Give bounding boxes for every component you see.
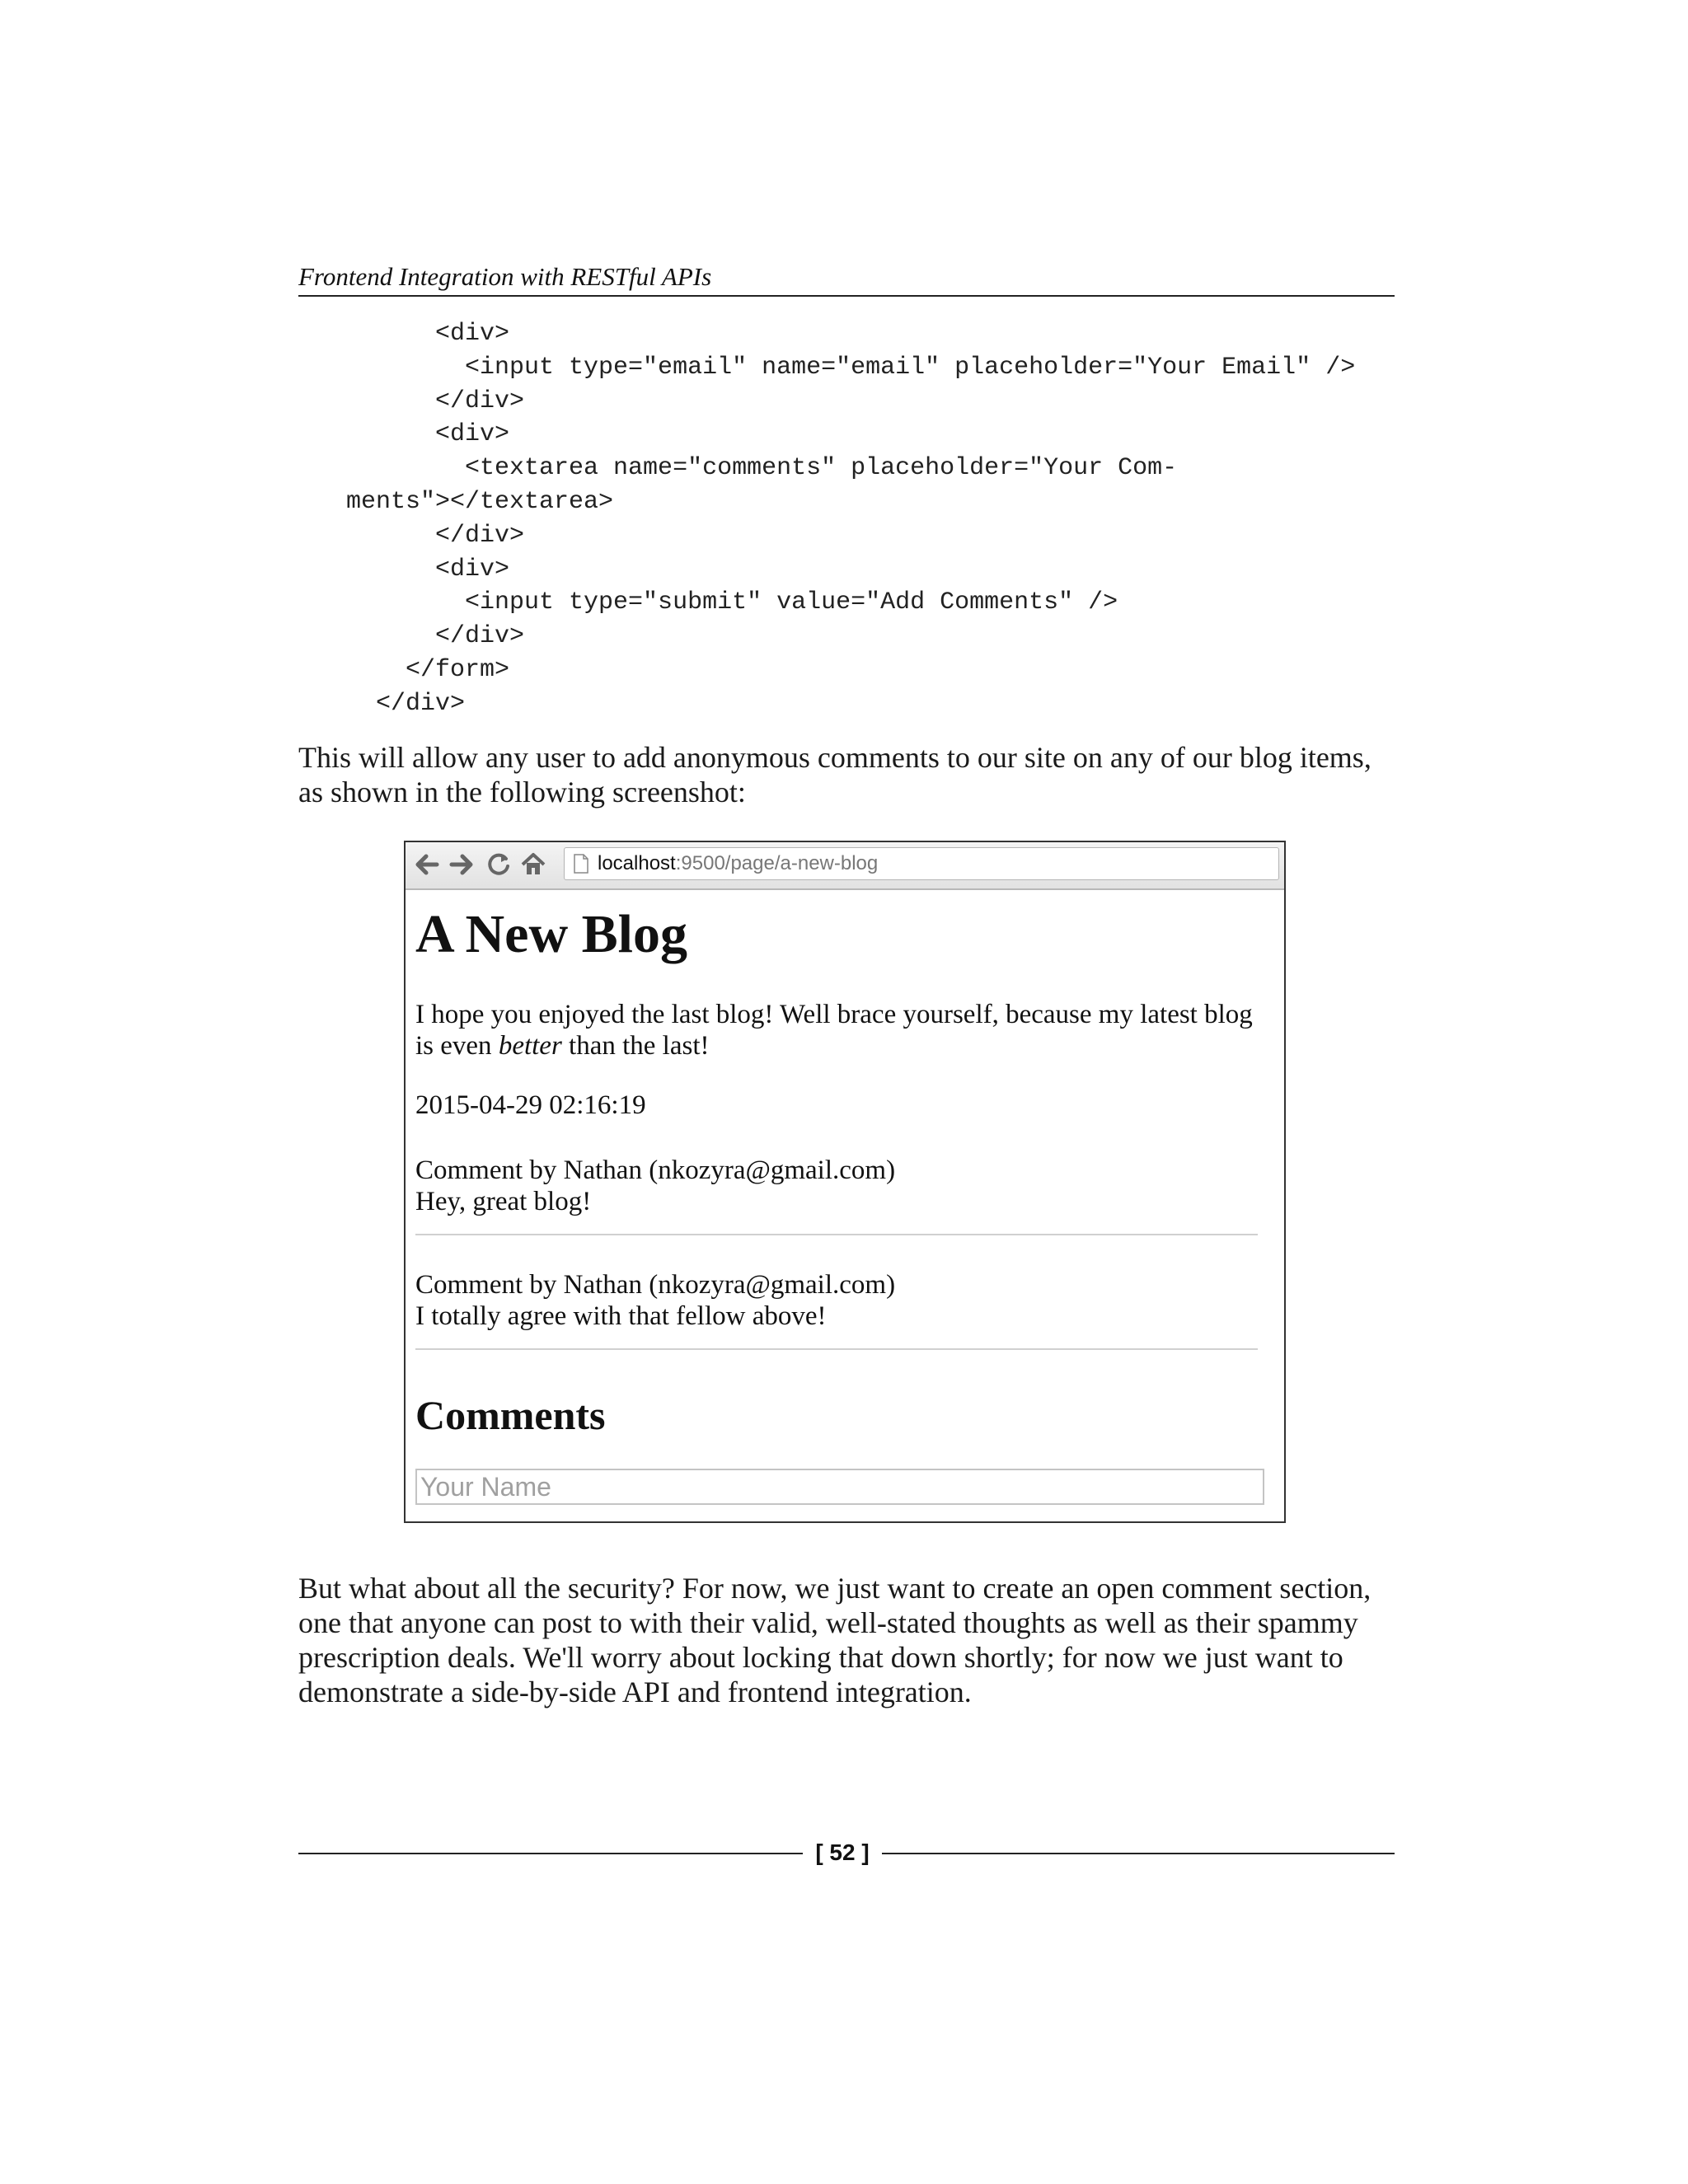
name-input[interactable] bbox=[415, 1469, 1264, 1505]
blog-body-text-end: than the last! bbox=[561, 1031, 710, 1061]
code-line: </div> bbox=[346, 387, 525, 415]
footer-rule-right bbox=[882, 1853, 1395, 1854]
running-head: Frontend Integration with RESTful APIs bbox=[298, 260, 1395, 297]
comment-item bbox=[415, 1269, 1258, 1332]
code-line: <div> bbox=[346, 320, 510, 348]
code-listing bbox=[346, 317, 1355, 721]
comment-byline: Comment by Nathan (nkozyra@gmail.com) bbox=[415, 1270, 896, 1300]
url-text bbox=[598, 848, 878, 879]
url-host: localhost bbox=[598, 852, 676, 874]
comment-divider bbox=[415, 1234, 1258, 1235]
home-icon[interactable] bbox=[519, 851, 547, 879]
code-line: <div> bbox=[346, 420, 510, 449]
reload-icon[interactable] bbox=[485, 851, 513, 879]
blog-date: 2015-04-29 02:16:19 bbox=[415, 1090, 646, 1120]
comment-item bbox=[415, 1155, 1258, 1217]
comment-divider bbox=[415, 1348, 1258, 1350]
page-number: [ 52 ] bbox=[815, 1840, 870, 1865]
url-path: :9500/page/a-new-blog bbox=[675, 852, 879, 874]
code-line: </form> bbox=[346, 655, 510, 684]
address-bar[interactable] bbox=[564, 847, 1279, 880]
intro-paragraph: This will allow any user to add anonymous comments to our site on any of our blog items, as shown in the following screenshot: bbox=[298, 741, 1372, 808]
comment-text: Hey, great blog! bbox=[415, 1187, 592, 1216]
blog-body-emphasis: better bbox=[498, 1031, 562, 1061]
page-icon bbox=[573, 854, 589, 874]
code-line: <div> bbox=[346, 555, 510, 583]
comment-text: I totally agree with that fellow above! bbox=[415, 1301, 827, 1331]
browser-toolbar bbox=[406, 842, 1284, 890]
code-line: </div> bbox=[346, 521, 525, 550]
back-arrow-icon[interactable] bbox=[412, 851, 440, 879]
footer-rule-left bbox=[298, 1853, 803, 1854]
forward-arrow-icon[interactable] bbox=[448, 851, 476, 879]
code-line: <textarea name="comments" placeholder="Your Com- bbox=[346, 454, 1178, 483]
code-line: ments"></textarea> bbox=[346, 487, 614, 516]
blog-body bbox=[415, 999, 1264, 1062]
comment-byline: Comment by Nathan (nkozyra@gmail.com) bbox=[415, 1155, 896, 1185]
code-line: </div> bbox=[346, 689, 466, 718]
code-line: </div> bbox=[346, 622, 525, 651]
comments-heading: Comments bbox=[415, 1392, 606, 1438]
code-line: <input type="submit" value="Add Comments" /> bbox=[346, 588, 1118, 617]
browser-screenshot bbox=[404, 841, 1286, 1523]
blog-title: A New Blog bbox=[415, 904, 687, 964]
security-paragraph: But what about all the security? For now, we just want to create an open comment section, one that anyone can post to with their valid, well-stated thoughts as well as their spammy prescription deals. We'll worry about locking that down shortly; for now we just want to demonstrate a side-by-side API and frontend integration. bbox=[298, 1572, 1372, 1708]
blog-body-text: I hope you enjoyed the last blog! Well brace yourself, because my latest blog is even bbox=[415, 1000, 1253, 1061]
code-line: <input type="email" name="email" placeholder="Your Email" /> bbox=[346, 353, 1356, 382]
